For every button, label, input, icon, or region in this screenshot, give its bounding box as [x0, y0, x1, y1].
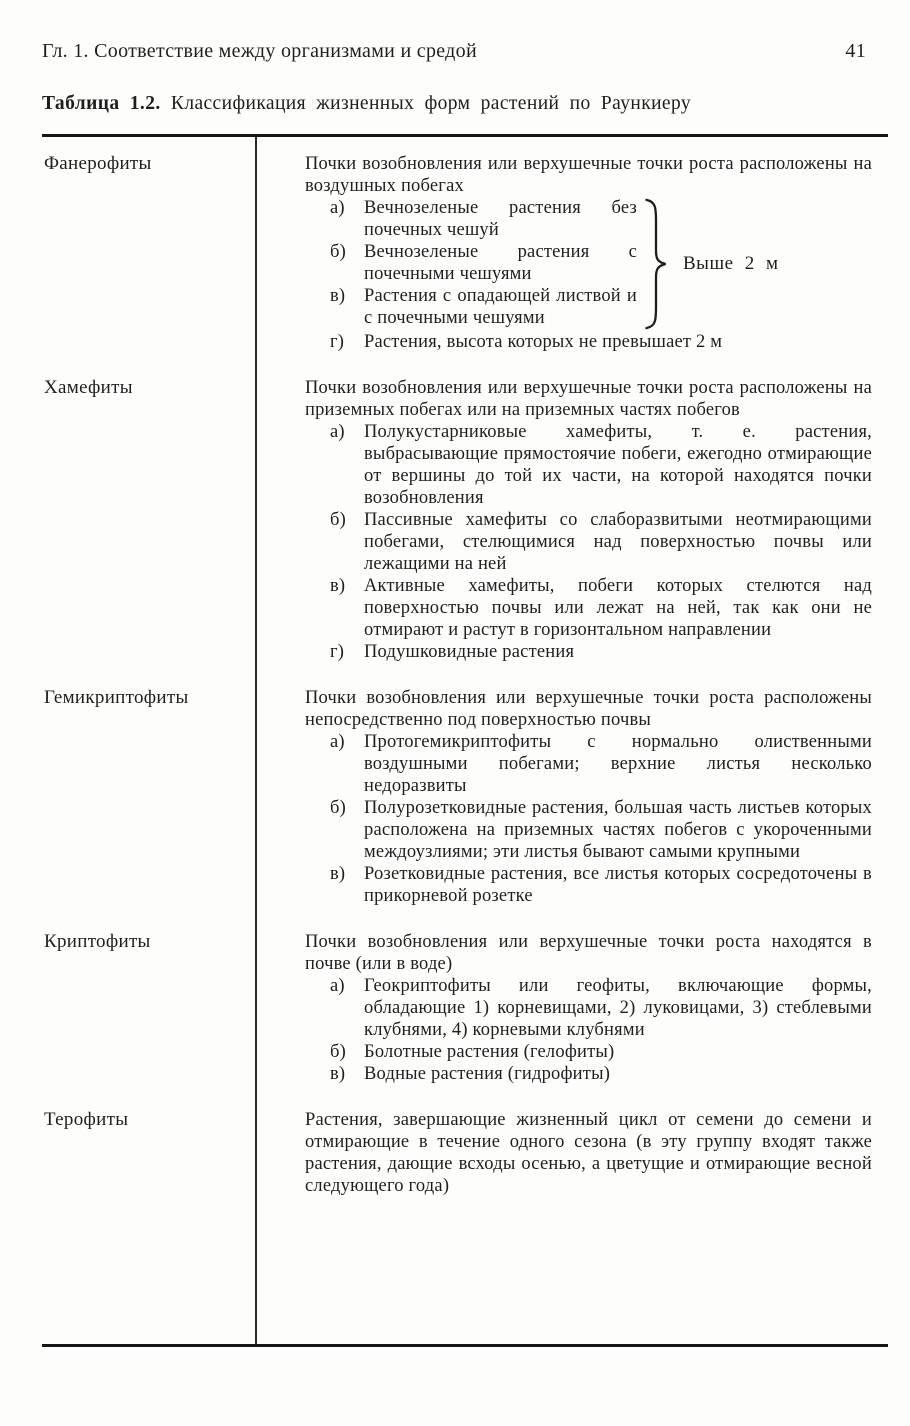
definition-intro: Почки возобновления или верхушечные точки роста расположены непосредственно под поверхностью почвы	[305, 688, 872, 730]
item-marker: а)	[330, 422, 345, 442]
item-text: Полукустарниковые хамефиты, т. е. растения, выбрасывающие прямостоячие побеги, ежегодно отмирающие от вершины до той их части, на которой находятся почки возобновления	[364, 422, 872, 508]
definition-chamaephytes	[255, 377, 888, 663]
item-marker: в)	[330, 576, 346, 596]
list-item	[330, 975, 872, 1041]
list-item	[330, 797, 872, 863]
table-row	[42, 137, 888, 353]
list-item	[330, 421, 872, 509]
item-marker: в)	[330, 286, 346, 306]
list-item	[330, 1041, 872, 1063]
item-marker: б)	[330, 798, 346, 818]
table-row	[42, 1085, 888, 1197]
item-text: Пассивные хамефиты со слаборазвитыми неотмирающими побегами, стелющимися над поверхностью почвы или лежащими на ней	[364, 510, 872, 574]
list-item	[330, 241, 637, 285]
list-item	[330, 509, 872, 575]
list-item	[330, 731, 872, 797]
term-therophytes: Терофиты	[44, 1109, 129, 1130]
list-item	[330, 331, 872, 353]
definition-intro: Почки возобновления или верхушечные точки роста расположены на воздушных побегах	[305, 154, 872, 196]
item-text: Болотные растения (гелофиты)	[364, 1042, 615, 1062]
item-text: Растения с опадающей листвой и с почечными чешуями	[364, 286, 637, 328]
brace-label: Выше 2 м	[683, 253, 779, 274]
table-row	[42, 663, 888, 907]
item-text: Активные хамефиты, побеги которых стелются над поверхностью почвы или лежат на ней, так как они не отмирают и растут в горизонтальном направлении	[364, 576, 872, 640]
term-chamaephytes: Хамефиты	[44, 377, 133, 398]
list-item	[330, 863, 872, 907]
item-marker: б)	[330, 242, 346, 262]
braced-group	[305, 197, 872, 331]
item-text: Вечнозеленые растения без почечных чешуй	[364, 198, 637, 240]
table-caption-text: Классификация жизненных форм растений по Раункиеру	[170, 93, 691, 114]
term-phanerophytes: Фанерофиты	[44, 153, 152, 174]
list-item	[330, 575, 872, 641]
item-text: Полурозетковидные растения, большая часть листьев которых расположена на приземных частях побегов с укороченными междоузлиями; эти листья бывают самыми крупными	[364, 798, 872, 862]
item-marker: г)	[330, 332, 345, 352]
list-item	[330, 1063, 872, 1085]
list-item	[330, 641, 872, 663]
life-forms-table	[42, 134, 888, 1347]
term-hemicryptophytes: Гемикриптофиты	[44, 687, 189, 708]
definition-phanerophytes	[255, 153, 888, 353]
definition-hemicryptophytes	[255, 687, 888, 907]
term-cryptophytes: Криптофиты	[44, 931, 151, 952]
item-marker: а)	[330, 198, 345, 218]
item-text: Розетковидные растения, все листья которых сосредоточены в прикорневой розетке	[364, 864, 872, 906]
item-text: Протогемикриптофиты с нормально олиственными воздушными побегами; верхние листья несколько недоразвиты	[364, 732, 872, 796]
curly-brace-icon	[637, 197, 669, 331]
definition-intro: Почки возобновления или верхушечные точки роста расположены на приземных побегах или на приземных частях побегов	[305, 378, 872, 420]
item-marker: а)	[330, 976, 345, 996]
definition-intro: Почки возобновления или верхушечные точки роста находятся в почве (или в воде)	[305, 932, 872, 974]
page-number: 41	[845, 40, 866, 62]
braced-items	[305, 197, 637, 331]
column-divider	[255, 137, 257, 1344]
definition-cryptophytes	[255, 931, 888, 1085]
chapter-title: Гл. 1. Соответствие между организмами и средой	[42, 40, 477, 62]
table-row	[42, 907, 888, 1085]
list-item	[330, 197, 637, 241]
definition-intro: Растения, завершающие жизненный цикл от семени до семени и отмирающие в течение одного сезона (в эту группу входят также растения, дающие всходы осенью, а цветущие и отмирающие весной следующего года)	[305, 1110, 872, 1196]
table-caption	[42, 93, 850, 115]
item-marker: б)	[330, 1042, 346, 1062]
item-marker: б)	[330, 510, 346, 530]
item-marker: г)	[330, 642, 345, 662]
table-caption-label: Таблица 1.2.	[42, 93, 161, 114]
item-text: Водные растения (гидрофиты)	[364, 1064, 611, 1084]
item-marker: в)	[330, 864, 346, 884]
list-item	[330, 285, 637, 329]
item-text: Растения, высота которых не превышает 2 м	[364, 332, 723, 352]
item-marker: в)	[330, 1064, 346, 1084]
table-row	[42, 353, 888, 663]
definition-therophytes	[255, 1109, 888, 1197]
item-text: Вечнозеленые растения с почечными чешуями	[364, 242, 637, 284]
running-head	[42, 40, 866, 63]
item-text: Подушковидные растения	[364, 642, 575, 662]
item-text: Геокриптофиты или геофиты, включающие формы, обладающие 1) корневищами, 2) луковицами, 3) стеблевыми клубнями, 4) корневыми клубнями	[364, 976, 872, 1040]
item-marker: а)	[330, 732, 345, 752]
